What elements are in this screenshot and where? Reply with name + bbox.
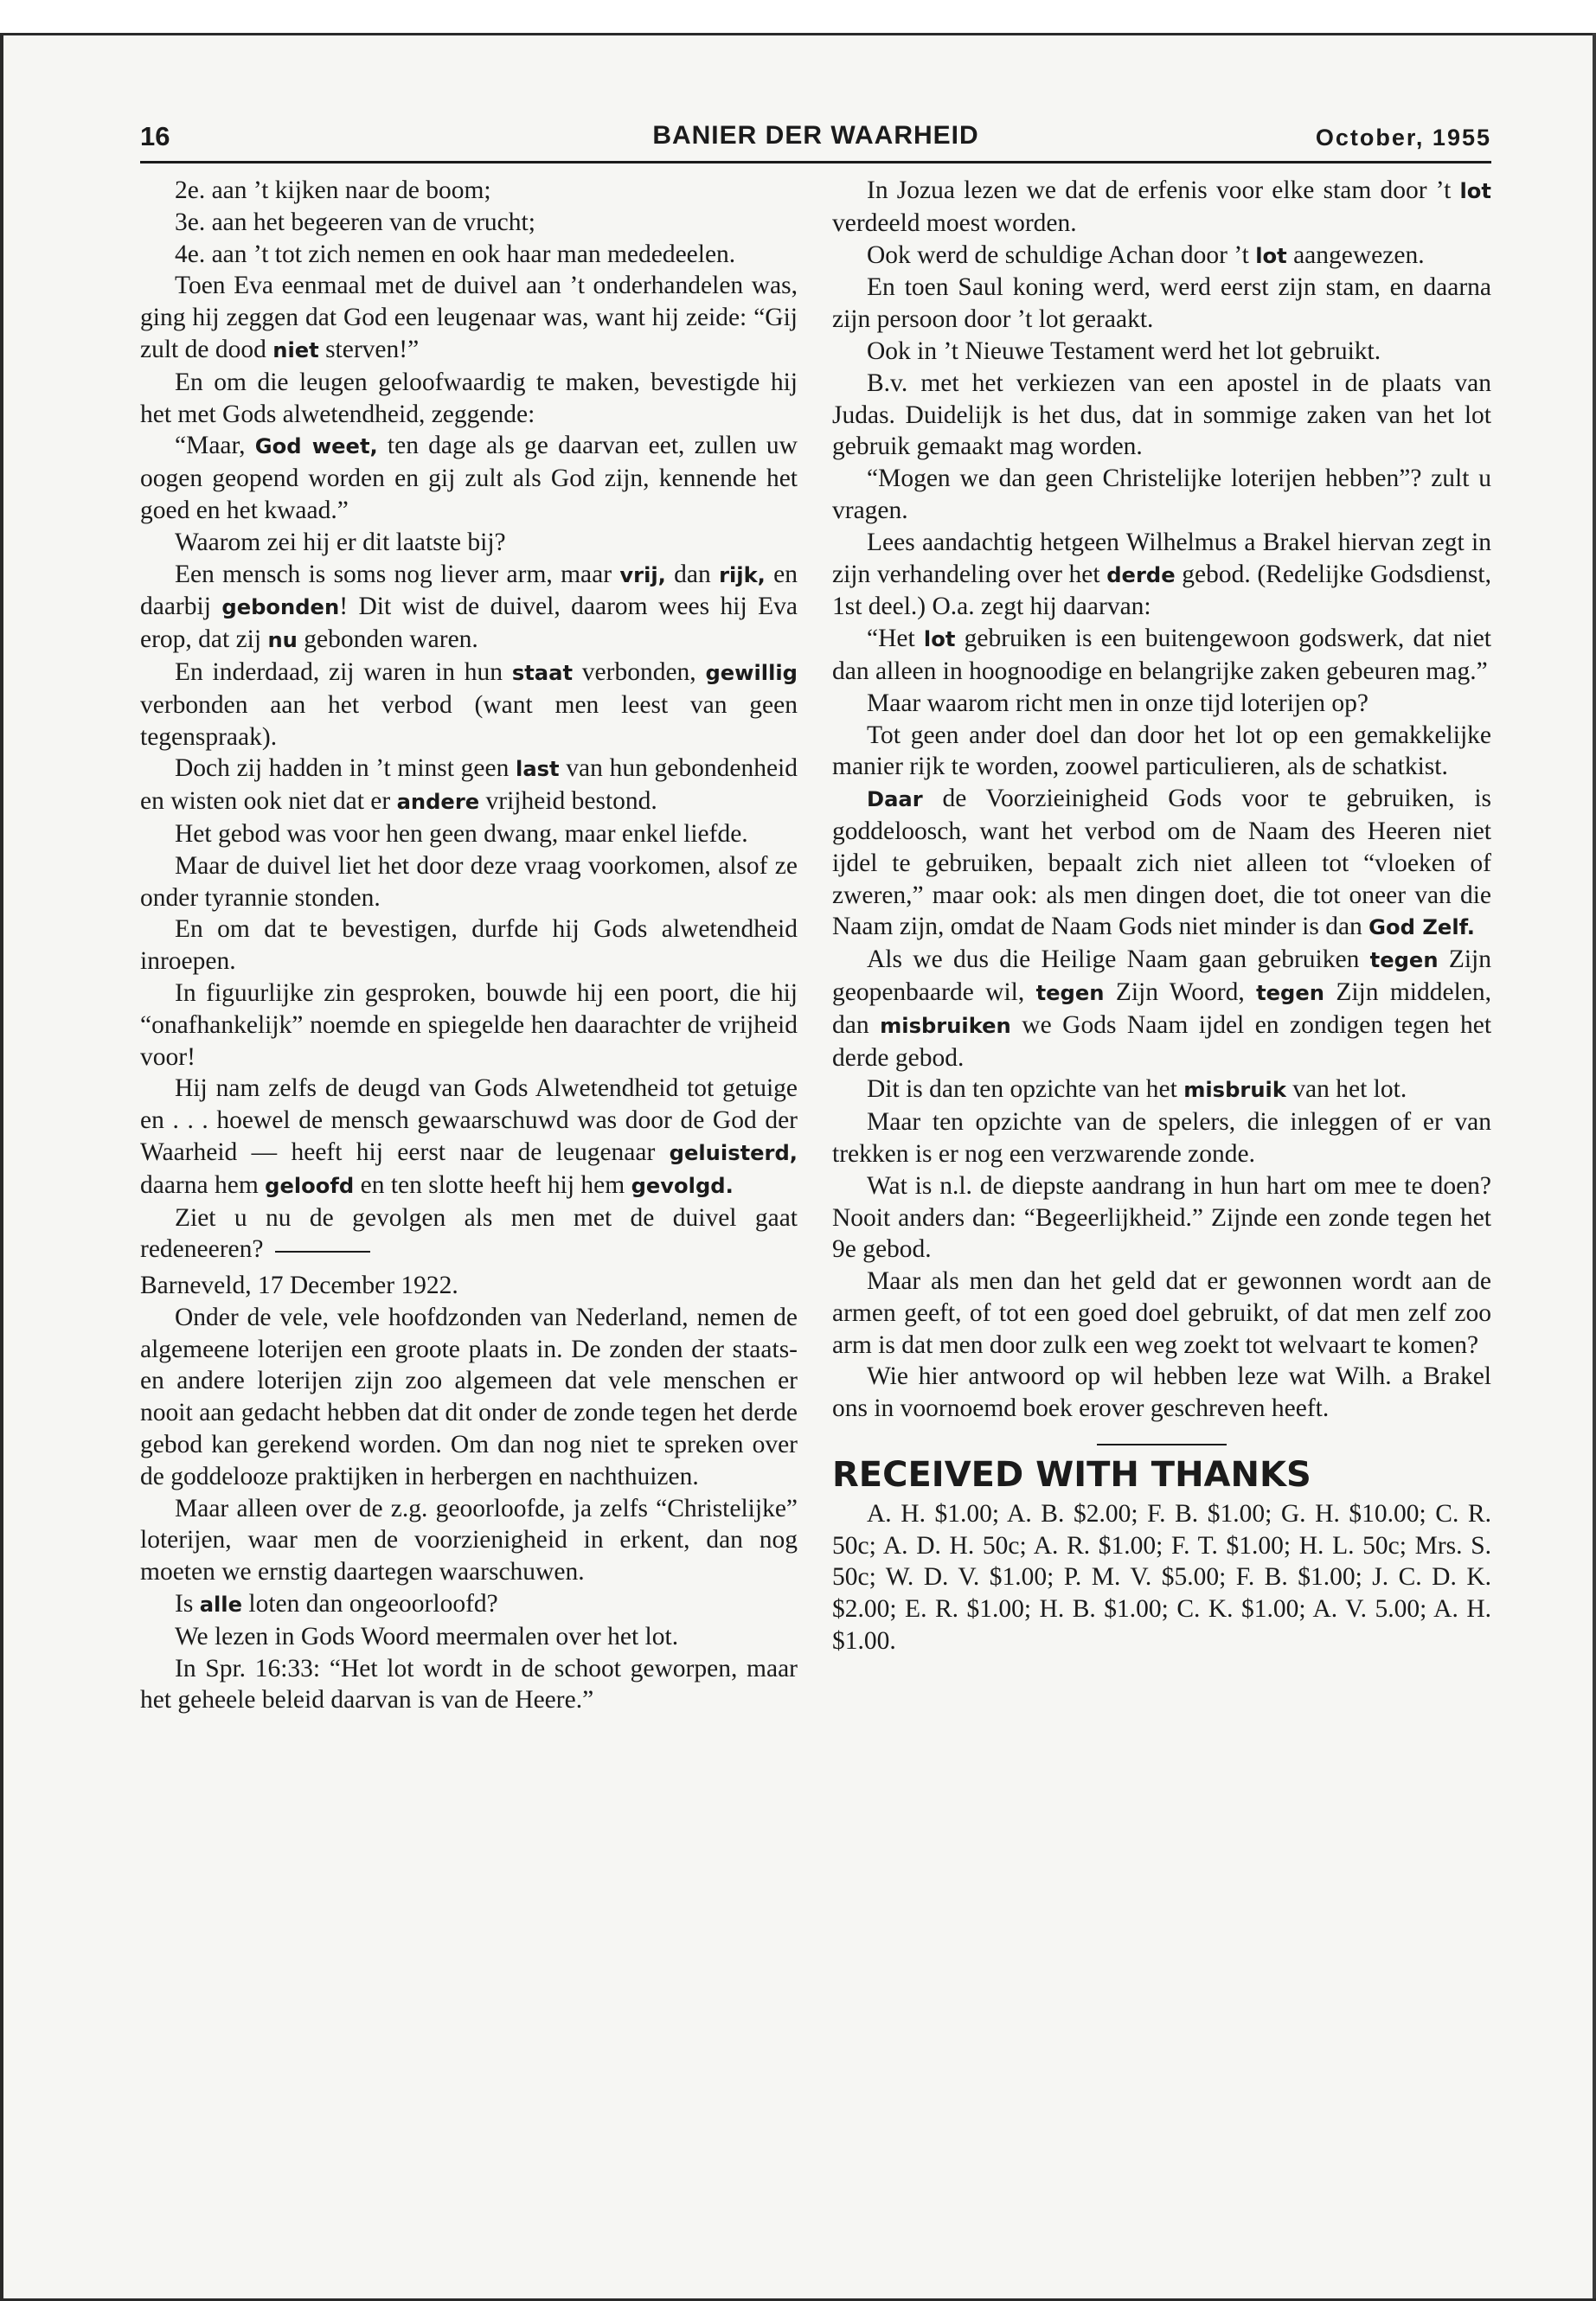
emphasis: gevolgd. [631, 1173, 734, 1198]
emphasis: geloofd [265, 1173, 355, 1198]
paragraph: Dit is dan ten opzichte van het misbruik van het lot. [867, 1075, 1407, 1104]
paragraph: En om dat te bevestigen, durfde hij Gods alwetendheid inroepen. [140, 915, 798, 976]
paragraph: 3e. aan het begeeren van de vrucht; [175, 208, 535, 236]
emphasis: gewillig [705, 660, 798, 685]
paragraph: 4e. aan ’t tot zich nemen en ook haar man mededeelen. [175, 240, 736, 268]
scan-border-right [1593, 33, 1596, 2301]
header-rule [140, 161, 1491, 163]
emphasis: geluisterd, [669, 1140, 798, 1165]
paragraph: En inderdaad, zij waren in hun staat verbonden, gewillig verbonden aan het verbod (want men leest van geen tegenspraak). [140, 657, 798, 751]
running-header [140, 121, 1491, 159]
emphasis: lot [923, 627, 956, 652]
paragraph: Onder de vele, vele hoofdzonden van Nederland, nemen de algemeene loterijen een groote plaats in. De zonden der staats- en andere loterijen zijn zoo algemeen dat vele menschen er nooit aan gedacht hebben dat dit onder de zonde tegen het derde gebod kan gerekend worden. Om dan nog niet te spreken over de goddelooze praktijken in herbergen en nachthuizen. [140, 1303, 798, 1490]
emphasis: andere [396, 790, 480, 815]
emphasis: Daar [867, 787, 923, 812]
paragraph: En toen Saul koning werd, werd eerst zijn stam, en daarna zijn persoon door ’t lot geraakt. [832, 273, 1491, 334]
emphasis: niet [272, 337, 319, 362]
paragraph: Toen Eva eenmaal met de duivel aan ’t onderhandelen was, ging hij zeggen dat God een leugenaar was, want hij zeide: “Gij zult de dood niet sterven!” [140, 272, 798, 363]
dateline: Barneveld, 17 December 1922. [140, 1272, 458, 1300]
paragraph: In Spr. 16:33: “Het lot wordt in de schoot geworpen, maar het geheele beleid daarvan is van de Heere.” [140, 1654, 798, 1715]
emphasis: God weet, [254, 434, 378, 459]
paragraph: Daar de Voorzieinigheid Gods voor te gebruiken, is goddeloosch, want het verbod om de Naam des Heeren niet ijdel te gebruiken, bepaalt zich niet alleen tot “vloeken of zweren,” maar ook: als men dingen doet, die tot oneer van die Naam zijn, omdat de Naam Gods niet minder is dan God Zelf. [832, 785, 1491, 941]
paragraph: Waarom zei hij er dit laatste bij? [175, 528, 506, 556]
paragraph: Als we dus die Heilige Naam gaan gebruiken tegen Zijn geopenbaarde wil, tegen Zijn Woord, tegen Zijn middelen, dan misbruiken we Gods Naam ijdel en zondigen tegen het derde gebod. [832, 945, 1492, 1072]
paragraph: Tot geen ander doel dan door het lot op een gemakkelijke manier rijk te worden, zoowel particulieren, als de schatkist. [832, 721, 1491, 781]
paragraph: Maar waarom richt men in onze tijd loterijen op? [867, 689, 1368, 717]
emphasis: alle [199, 1593, 242, 1618]
paragraph: Maar als men dan het geld dat er gewonnen wordt aan de armen geeft, of tot een goed doel gebruikt, of dat men zelf zoo arm is dat men door zulk een weg zoekt tot welvaart te komen? [832, 1267, 1491, 1359]
scan-margin-top [0, 0, 1596, 33]
paragraph: Is alle loten dan ongeoorloofd? [175, 1590, 498, 1618]
paragraph: Maar de duivel liet het door deze vraag voorkomen, alsof ze onder tyrannie stonden. [140, 851, 798, 912]
section-rule [275, 1251, 370, 1253]
paragraph: Ook in ’t Nieuwe Testament werd het lot gebruikt. [867, 336, 1381, 365]
paragraph: Doch zij hadden in ’t minst geen last van hun gebondenheid en wisten ook niet dat er andere vrijheid bestond. [140, 754, 798, 816]
emphasis: tegen [1256, 980, 1324, 1005]
paragraph: Maar ten opzichte van de spelers, die inleggen of er van trekken is er nog een verzwarende zonde. [832, 1108, 1491, 1168]
paragraph: Ziet u nu de gevolgen als men met de duivel gaat redeneeren? [140, 1203, 798, 1264]
donations-list: A. H. $1.00; A. B. $2.00; F. B. $1.00; G. H. $10.00; C. R. 50c; A. D. H. 50c; A. R. $1.00; F. T. $1.00; H. L. 50c; Mrs. S. 50c; W. D. V. $1.00; P. M. V. $5.00; F. B. $1.00; J. C. D. K. $2.00; E. R. $1.00; H. B. $1.00; C. K. $1.00; A. V. 5.00; A. H. $1.00. [832, 1499, 1491, 1656]
paragraph: Hij nam zelfs de deugd van Gods Alwetendheid tot getuige en . . . hoewel de mensch gewaarschuwd was door de God der Waarheid — heeft hij eerst naar de leugenaar geluisterd, daarna hem geloofd en ten slotte heeft hij hem gevolgd. [140, 1074, 798, 1199]
left-column [140, 175, 798, 1716]
paragraph: In figuurlijke zin gesproken, bouwde hij een poort, die hij “onafhankelijk” noemde en spiegelde hen daarachter de vrijheid voor! [140, 978, 798, 1071]
paragraph: Maar alleen over de z.g. geoorloofde, ja zelfs “Christelijke” loterijen, waar men de voorzienigheid in erkent, dan nog moeten we ernstig daartegen waarschuwen. [140, 1494, 798, 1586]
scan-border-left [0, 33, 3, 2301]
emphasis: vrij, [619, 562, 666, 587]
emphasis: God Zelf. [1368, 915, 1475, 940]
paragraph: Het gebod was voor hen geen dwang, maar enkel liefde. [175, 819, 748, 848]
emphasis: last [516, 757, 560, 782]
issue-date: October, 1955 [1315, 125, 1491, 151]
paragraph: “Het lot gebruiken is een buitengewoon godswerk, dat niet dan alleen in hoognoodige en belangrijke zaken gebeuren mag.” [832, 625, 1492, 685]
emphasis: gebonden [221, 595, 340, 620]
scan-border-top [0, 33, 1596, 35]
emphasis: tegen [1035, 980, 1105, 1005]
paragraph: Lees aandachtig hetgeen Wilhelmus a Brakel hiervan zegt in zijn verhandeling over het derde gebod. (Redelijke Godsdienst, 1st deel.) O.a. zegt hij daarvan: [832, 528, 1491, 621]
emphasis: staat [511, 660, 574, 685]
right-column [832, 175, 1491, 1657]
page-number: 16 [140, 121, 170, 151]
paragraph: Wat is n.l. de diepste aandrang in hun hart om mee te doen? Nooit anders dan: “Begeerlijkheid.” Zijnde een zonde tegen het 9e gebod. [832, 1171, 1491, 1264]
paragraph: In Jozua lezen we dat de erfenis voor elke stam door ’t lot verdeeld moest worden. [832, 176, 1491, 237]
received-with-thanks-heading: RECEIVED WITH THANKS [832, 1455, 1311, 1496]
paragraph: “Mogen we dan geen Christelijke loterijen hebben”? zult u vragen. [832, 465, 1491, 524]
publication-title: BANIER DER WAARHEID [652, 121, 979, 150]
emphasis: derde [1106, 562, 1176, 587]
emphasis: misbruik [1183, 1078, 1286, 1103]
paragraph: En om die leugen geloofwaardig te maken, bevestigde hij het met Gods alwetendheid, zeggende: [140, 368, 798, 428]
emphasis: tegen [1369, 948, 1439, 973]
paragraph: Wie hier antwoord op wil hebben leze wat Wilh. a Brakel ons in voornoemd boek erover geschreven heeft. [832, 1362, 1491, 1423]
section-divider [1097, 1444, 1227, 1445]
emphasis: lot [1255, 243, 1287, 268]
emphasis: rijk, [719, 562, 766, 587]
paragraph: We lezen in Gods Woord meermalen over het lot. [175, 1622, 679, 1650]
paragraph: “Maar, God weet, ten dage als ge daarvan eet, zullen uw oogen geopend worden en gij zult als God zijn, kennende het goed en het kwaad.” [140, 432, 798, 524]
emphasis: misbruiken [880, 1013, 1011, 1038]
emphasis: nu [267, 628, 298, 653]
paragraph: B.v. met het verkiezen van een apostel in de plaats van Judas. Duidelijk is het dus, dat in sommige zaken van het lot gebruik gemaakt mag worden. [832, 369, 1491, 461]
paragraph: Een mensch is soms nog liever arm, maar vrij, dan rijk, en daarbij gebonden! Dit wist de duivel, daarom wees hij Eva erop, dat zij nu gebonden waren. [140, 560, 798, 654]
emphasis: lot [1459, 179, 1491, 203]
paragraph: 2e. aan ’t kijken naar de boom; [175, 176, 491, 204]
paragraph: Ook werd de schuldige Achan door ’t lot aangewezen. [867, 240, 1425, 269]
